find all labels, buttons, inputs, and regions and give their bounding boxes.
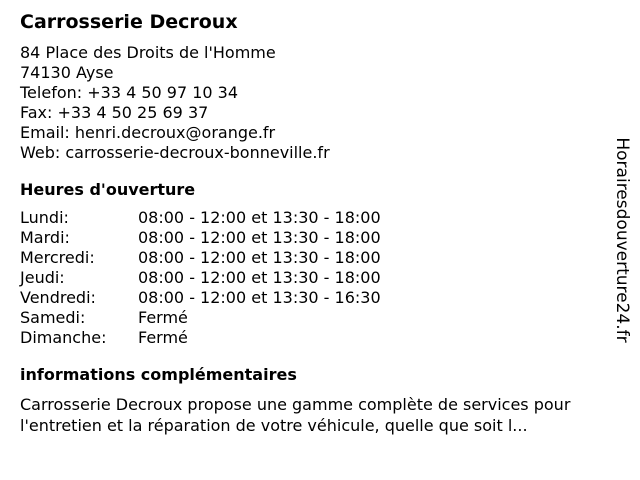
hours-day: Samedi: [20,308,86,327]
hours-time: Fermé [138,328,188,347]
contact-info [20,43,610,163]
hours-row-friday [20,288,610,308]
hours-time: 08:00 - 12:00 et 13:30 - 18:00 [138,228,381,247]
hours-row-monday [20,208,610,228]
email-address: Email: henri.decroux@orange.fr [20,123,276,142]
hours-day: Lundi: [20,208,69,227]
hours-day: Vendredi: [20,288,96,307]
hours-time: 08:00 - 12:00 et 13:30 - 18:00 [138,268,381,287]
business-card [20,10,610,436]
hours-time: 08:00 - 12:00 et 13:30 - 18:00 [138,248,381,267]
hours-day: Mercredi: [20,248,95,267]
website: Web: carrosserie-decroux-bonneville.fr [20,143,330,162]
address-street: 84 Place des Droits de l'Homme [20,43,276,62]
site-watermark: Horairesdouverture24.fr [612,137,632,343]
hours-row-tuesday [20,228,610,248]
phone-number: Telefon: +33 4 50 97 10 34 [20,83,239,102]
fax-number: Fax: +33 4 50 25 69 37 [20,103,209,122]
business-name: Carrosserie Decroux [20,11,238,33]
hours-day: Jeudi: [20,268,65,287]
hours-title: Heures d'ouverture [20,180,196,199]
address-city: 74130 Ayse [20,63,114,82]
hours-row-sunday [20,328,610,348]
hours-time: 08:00 - 12:00 et 13:30 - 18:00 [138,208,381,227]
extra-info-title: informations complémentaires [20,365,297,384]
hours-row-saturday [20,308,610,328]
hours-day: Dimanche: [20,328,107,347]
hours-time: Fermé [138,308,188,327]
hours-time: 08:00 - 12:00 et 13:30 - 16:30 [138,288,381,307]
business-description: Carrosserie Decroux propose une gamme complète de services pour l'entretien et la réparation de votre véhicule, quelle que soit l... [20,395,571,435]
hours-row-wednesday [20,248,610,268]
hours-table [20,208,610,348]
hours-row-thursday [20,268,610,288]
hours-day: Mardi: [20,228,70,247]
